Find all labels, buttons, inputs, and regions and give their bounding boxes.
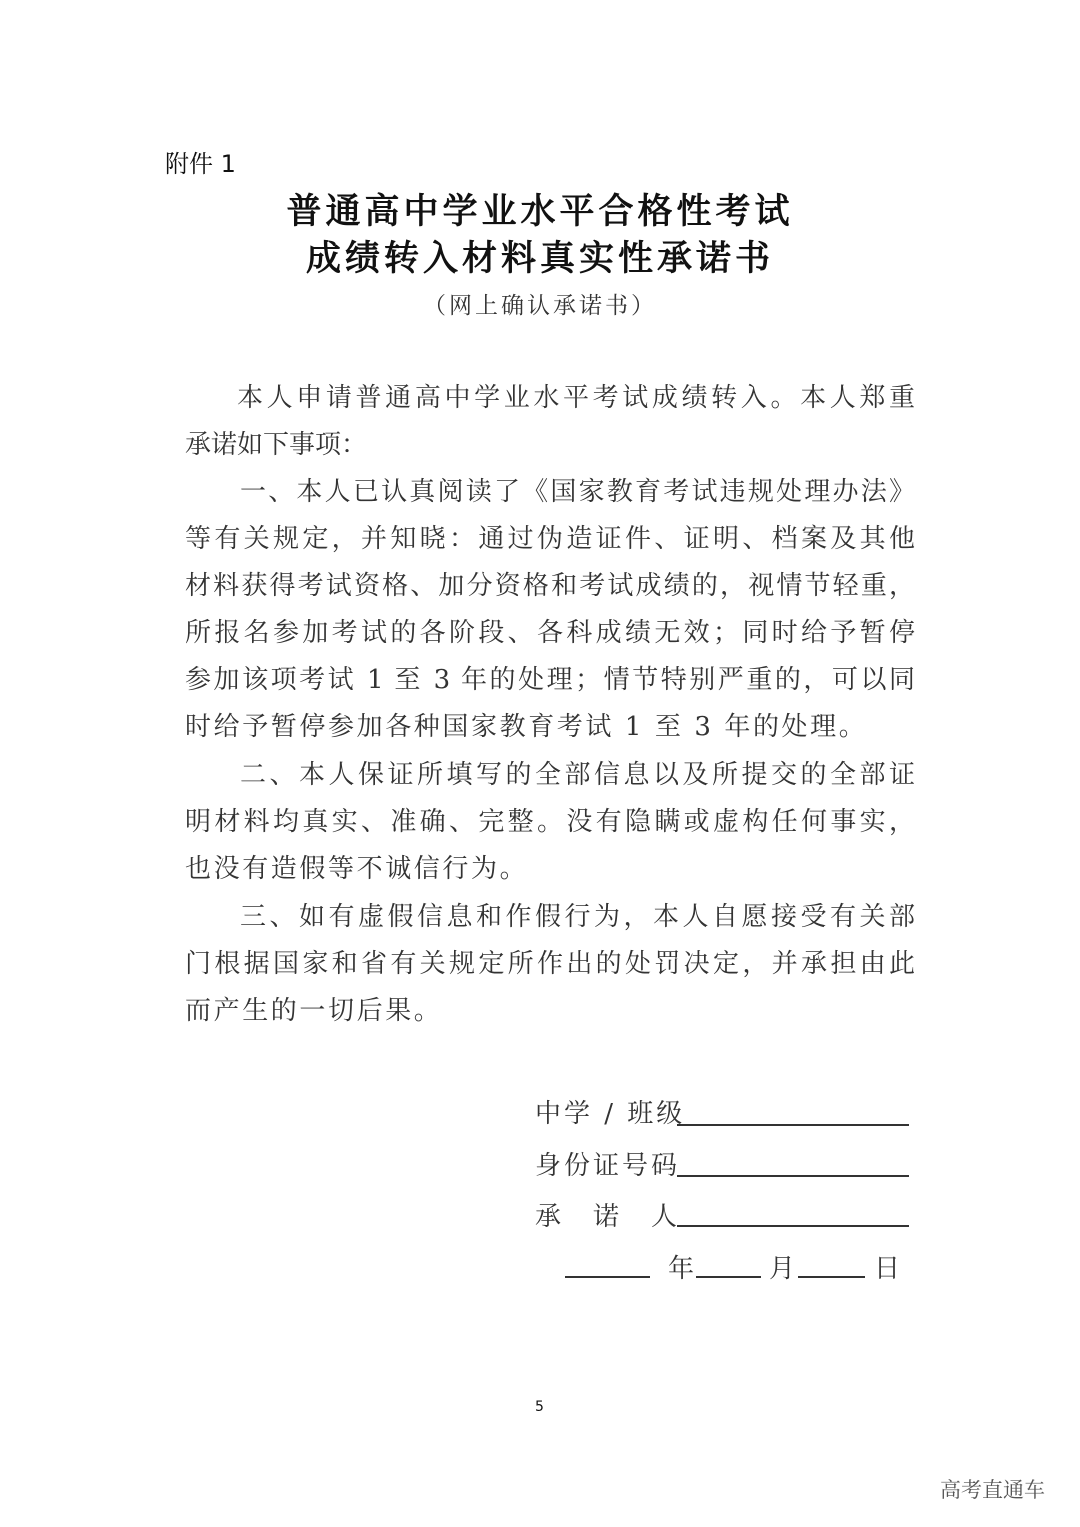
- id-number-label: 身份证号码: [535, 1151, 681, 1181]
- month-label: 月: [769, 1254, 796, 1284]
- school-class-blank: [677, 1124, 909, 1126]
- body-line: 也没有造假等不诚信行为。: [185, 854, 529, 884]
- body-line: 时给予暂停参加各种国家教育考试 1 至 3 年的处理。: [185, 712, 868, 742]
- body-line: 等有关规定，并知晓：通过伪造证件、证明、档案及其他: [185, 524, 915, 554]
- body-line: 三、如有虚假信息和作假行为，本人自愿接受有关部: [240, 902, 915, 932]
- title-line-1: 普通高中学业水平合格性考试: [286, 192, 794, 232]
- body-line: 承诺如下事项：: [185, 430, 368, 460]
- body-line: 参加该项考试 1 至 3 年的处理；情节特别严重的，可以同: [185, 665, 915, 695]
- school-class-label: 中学 / 班级: [535, 1099, 686, 1129]
- year-blank: [565, 1276, 650, 1278]
- page-number: 5: [535, 1399, 544, 1415]
- body-line: 所报名参加考试的各阶段、各科成绩无效；同时给予暂停: [185, 618, 915, 648]
- month-blank: [696, 1276, 761, 1278]
- body-line: 材料获得考试资格、加分资格和考试成绩的，视情节轻重，: [185, 571, 915, 601]
- day-label: 日: [874, 1254, 901, 1284]
- body-line: 明材料均真实、准确、完整。没有隐瞒或虚构任何事实，: [185, 807, 915, 837]
- signer-blank: [677, 1225, 909, 1227]
- body-line: 一、本人已认真阅读了《国家教育考试违规处理办法》: [240, 477, 915, 507]
- body-line: 二、本人保证所填写的全部信息以及所提交的全部证: [240, 760, 915, 790]
- day-blank: [798, 1276, 865, 1278]
- title-line-2: 成绩转入材料真实性承诺书: [305, 239, 774, 279]
- id-number-blank: [677, 1175, 909, 1177]
- body-line: 而产生的一切后果。: [185, 996, 443, 1026]
- body-line: 本人申请普通高中学业水平考试成绩转入。本人郑重: [237, 383, 915, 413]
- subtitle: （网上确认承诺书）: [423, 293, 657, 319]
- watermark: 高考直通车: [940, 1478, 1045, 1502]
- attachment-label: 附件 1: [165, 150, 236, 178]
- body-line: 门根据国家和省有关规定所作出的处罚决定，并承担由此: [185, 949, 915, 979]
- signer-label: 承 诺 人: [535, 1202, 681, 1232]
- year-label: 年: [668, 1254, 695, 1284]
